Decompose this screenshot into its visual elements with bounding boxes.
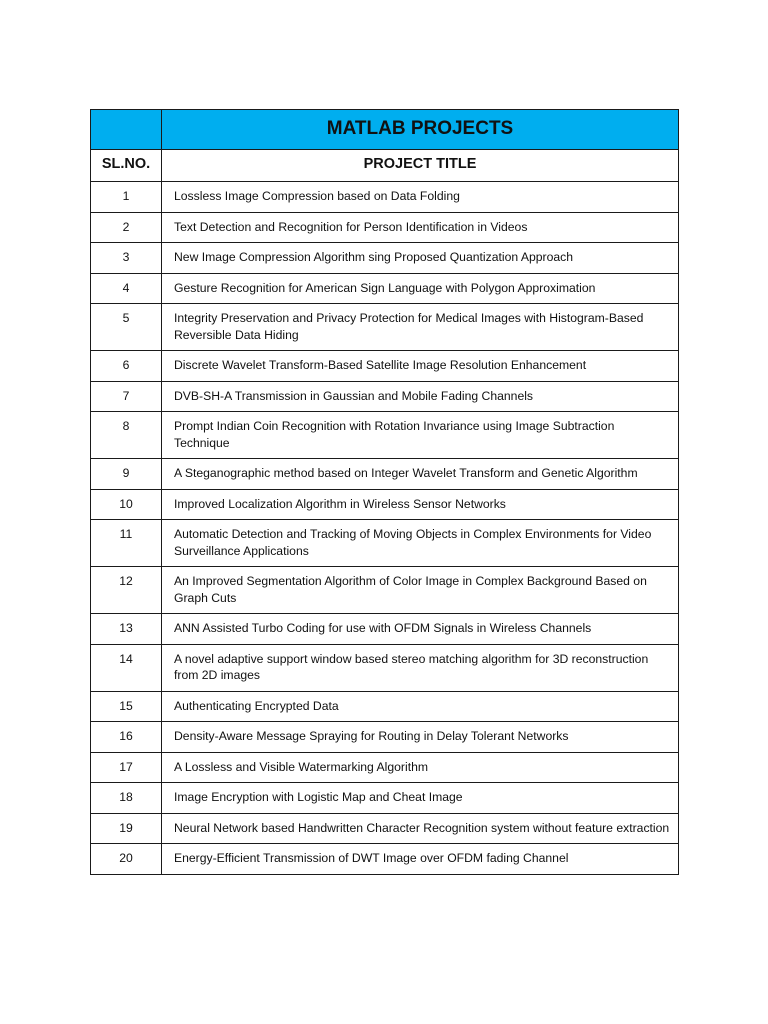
project-title: Authenticating Encrypted Data [162,691,679,722]
table-row [91,752,679,783]
table-row [91,691,679,722]
project-title: Density-Aware Message Spraying for Routing in Delay Tolerant Networks [162,722,679,753]
table-row [91,412,679,459]
row-number: 1 [91,182,162,213]
table-row [91,489,679,520]
row-number: 2 [91,212,162,243]
table-body [91,110,679,875]
project-title: New Image Compression Algorithm sing Proposed Quantization Approach [162,243,679,274]
row-number: 14 [91,644,162,691]
table-row [91,644,679,691]
row-number: 9 [91,459,162,490]
table-row [91,212,679,243]
table-row [91,722,679,753]
row-number: 7 [91,381,162,412]
project-title: Discrete Wavelet Transform-Based Satellite Image Resolution Enhancement [162,351,679,382]
project-title: A Lossless and Visible Watermarking Algorithm [162,752,679,783]
project-title: Integrity Preservation and Privacy Protection for Medical Images with Histogram-Based Reversible Data Hiding [162,304,679,351]
project-title: Text Detection and Recognition for Person Identification in Videos [162,212,679,243]
project-title: DVB-SH-A Transmission in Gaussian and Mobile Fading Channels [162,381,679,412]
table-row [91,520,679,567]
project-title: Neural Network based Handwritten Character Recognition system without feature extraction [162,813,679,844]
title-row [91,110,679,150]
row-number: 15 [91,691,162,722]
table-row [91,243,679,274]
title-row-blank-cell [91,110,162,150]
table-row [91,304,679,351]
table-row [91,614,679,645]
column-header-number: SL.NO. [91,150,162,182]
project-title: Image Encryption with Logistic Map and Cheat Image [162,783,679,814]
row-number: 19 [91,813,162,844]
column-header-title: PROJECT TITLE [162,150,679,182]
table-row [91,182,679,213]
row-number: 11 [91,520,162,567]
matlab-projects-table [90,109,679,875]
row-number: 3 [91,243,162,274]
table-row [91,844,679,875]
project-title: Energy-Efficient Transmission of DWT Image over OFDM fading Channel [162,844,679,875]
row-number: 5 [91,304,162,351]
row-number: 12 [91,567,162,614]
table-row [91,381,679,412]
project-title: An Improved Segmentation Algorithm of Color Image in Complex Background Based on Graph Cuts [162,567,679,614]
project-title: ANN Assisted Turbo Coding for use with OFDM Signals in Wireless Channels [162,614,679,645]
row-number: 13 [91,614,162,645]
project-title: Prompt Indian Coin Recognition with Rotation Invariance using Image Subtraction Technique [162,412,679,459]
row-number: 17 [91,752,162,783]
project-title: Improved Localization Algorithm in Wireless Sensor Networks [162,489,679,520]
row-number: 10 [91,489,162,520]
table-row [91,813,679,844]
project-title: A novel adaptive support window based stereo matching algorithm for 3D reconstruction from 2D images [162,644,679,691]
row-number: 16 [91,722,162,753]
row-number: 20 [91,844,162,875]
project-title: A Steganographic method based on Integer Wavelet Transform and Genetic Algorithm [162,459,679,490]
table-row [91,567,679,614]
project-title: Automatic Detection and Tracking of Moving Objects in Complex Environments for Video Surveillance Applications [162,520,679,567]
table-row [91,783,679,814]
project-title: Gesture Recognition for American Sign Language with Polygon Approximation [162,273,679,304]
row-number: 8 [91,412,162,459]
table-title: MATLAB PROJECTS [162,110,679,150]
row-number: 18 [91,783,162,814]
project-title: Lossless Image Compression based on Data Folding [162,182,679,213]
row-number: 6 [91,351,162,382]
table-row [91,459,679,490]
row-number: 4 [91,273,162,304]
table-row [91,273,679,304]
table-row [91,351,679,382]
header-row [91,150,679,182]
